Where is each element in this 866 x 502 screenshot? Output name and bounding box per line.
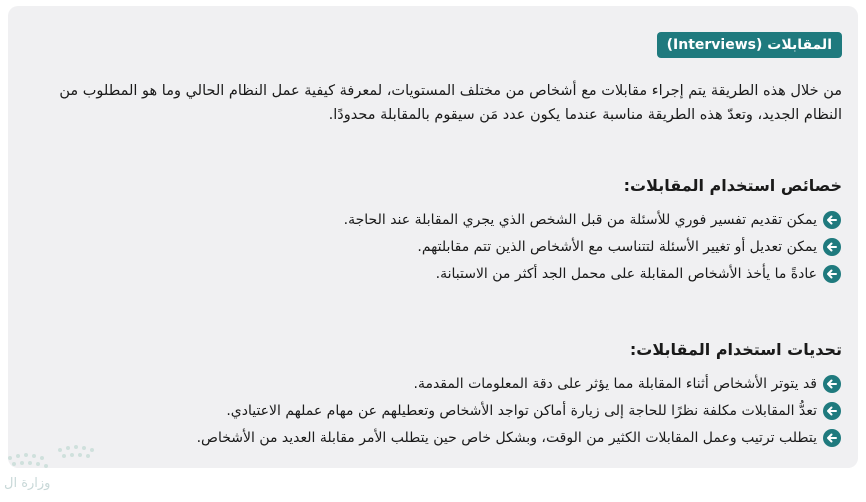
arrow-left-circle-icon — [822, 401, 842, 421]
challenges-title: تحديات استخدام المقابلات: — [629, 340, 842, 359]
list-item-text: تعدُّ المقابلات مكلفة نظرًا للحاجة إلى زيارة أماكن تواجد الأشخاص وتعطيلهم عن مهام عملهم الاعتيادي. — [226, 402, 817, 419]
list-item-text: عادةً ما يأخذ الأشخاص المقابلة على محمل الجد أكثر من الاستبانة. — [435, 265, 817, 282]
watermark-text: وزارة ال — [4, 476, 51, 491]
list-item-text: يمكن تعديل أو تغيير الأسئلة لتتناسب مع الأشخاص الذين تتم مقابلتهم. — [417, 238, 817, 255]
challenges-list — [40, 370, 842, 451]
ministry-logo-watermark — [0, 440, 120, 500]
list-item-text: يمكن تقديم تفسير فوري للأسئلة من قبل الشخص الذي يجري المقابلة عند الحاجة. — [343, 211, 817, 228]
arrow-left-circle-icon — [822, 237, 842, 257]
features-title: خصائص استخدام المقابلات: — [623, 176, 842, 195]
list-item — [40, 370, 842, 397]
arrow-left-circle-icon — [822, 210, 842, 230]
intro-paragraph: من خلال هذه الطريقة يتم إجراء مقابلات مع أشخاص من مختلف المستويات، لمعرفة كيفية عمل النظام الحالي وما هو المطلوب من النظام الجديد، وتعدّ هذه الطريقة مناسبة عندما يكون عدد مَن سيقوم بالمقابلة محدودًا. — [59, 83, 842, 123]
section-header-badge: المقابلات (Interviews) — [657, 32, 842, 58]
list-item — [40, 206, 842, 233]
list-item — [40, 260, 842, 287]
list-item — [40, 424, 842, 451]
list-item-text: قد يتوتر الأشخاص أثناء المقابلة مما يؤثر على دقة المعلومات المقدمة. — [413, 375, 817, 392]
list-item — [40, 397, 842, 424]
arrow-left-circle-icon — [822, 264, 842, 284]
arrow-left-circle-icon — [822, 374, 842, 394]
features-list — [40, 206, 842, 287]
arrow-left-circle-icon — [822, 428, 842, 448]
list-item-text: يتطلب ترتيب وعمل المقابلات الكثير من الوقت، وبشكل خاص حين يتطلب الأمر مقابلة العديد من الأشخاص. — [196, 429, 817, 446]
list-item — [40, 233, 842, 260]
